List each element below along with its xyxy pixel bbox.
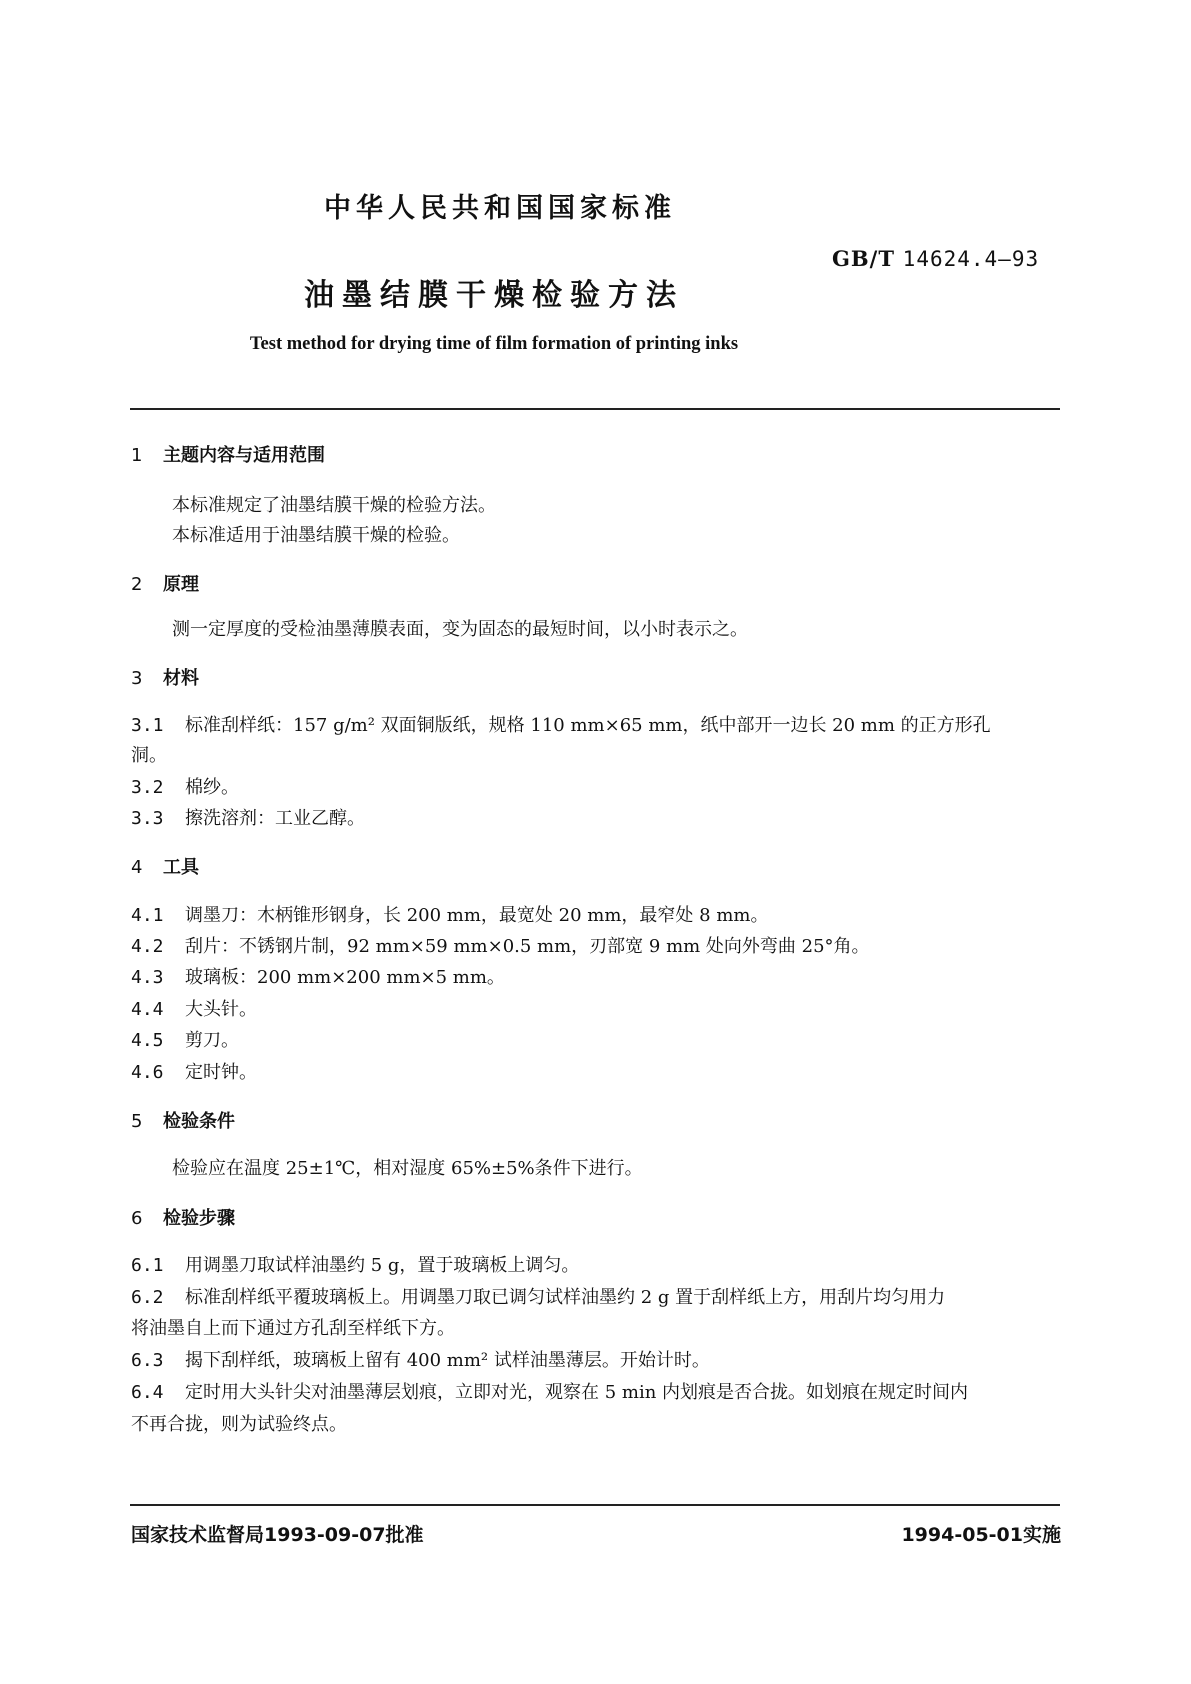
item-4-3: 4.3 玻璃板：200 mm×200 mm×5 mm。 — [131, 967, 505, 988]
standard-organization: 中华人民共和国国家标准 — [324, 193, 676, 224]
section-2-heading: 2 原理 — [131, 574, 199, 595]
standard-code-number: 14624.4—93 — [902, 247, 1040, 271]
item-6-4: 6.4 定时用大头针尖对油墨薄层划痕，立即对光，观察在 5 min 内划痕是否合拢。如划痕在规定时间内 — [131, 1382, 969, 1403]
item-3-1: 3.1 标准刮样纸：157 g/m² 双面铜版纸，规格 110 mm×65 mm，纸中部开一边长 20 mm 的正方形孔 — [131, 715, 991, 736]
document-title: 油墨结膜干燥检验方法 — [304, 278, 684, 313]
standard-code-prefix: GB/T — [832, 246, 895, 271]
item-3-2: 3.2 棉纱。 — [131, 777, 239, 798]
item-3-3: 3.3 擦洗溶剂：工业乙醇。 — [131, 808, 365, 829]
header-divider — [130, 408, 1060, 410]
section-3-heading: 3 材料 — [131, 668, 199, 689]
approval-date: 国家技术监督局1993-09-07批准 — [131, 1524, 424, 1546]
standard-code — [832, 246, 1039, 271]
item-4-1: 4.1 调墨刀：木柄锥形钢身，长 200 mm，最宽处 20 mm，最窄处 8 mm。 — [131, 905, 769, 926]
effective-date: 1994-05-01实施 — [901, 1524, 1061, 1546]
item-6-4-continuation: 不再合拢，则为试验终点。 — [131, 1414, 347, 1435]
item-4-6: 4.6 定时钟。 — [131, 1062, 257, 1083]
section-1-heading: 1 主题内容与适用范围 — [131, 445, 325, 466]
item-4-5: 4.5 剪刀。 — [131, 1030, 239, 1051]
item-6-2-continuation: 将油墨自上而下通过方孔刮至样纸下方。 — [131, 1318, 455, 1339]
item-3-1-continuation: 洞。 — [131, 745, 167, 766]
footer-divider — [130, 1504, 1060, 1506]
section-6-heading: 6 检验步骤 — [131, 1208, 235, 1229]
document-subtitle: Test method for drying time of film formation of printing inks — [249, 334, 739, 354]
item-6-2: 6.2 标准刮样纸平覆玻璃板上。用调墨刀取已调匀试样油墨约 2 g 置于刮样纸上方，用刮片均匀用力 — [131, 1287, 946, 1308]
item-6-1: 6.1 用调墨刀取试样油墨约 5 g，置于玻璃板上调匀。 — [131, 1255, 580, 1276]
section-5-paragraph-1: 检验应在温度 25±1℃，相对湿度 65%±5%条件下进行。 — [172, 1158, 643, 1179]
item-6-3: 6.3 揭下刮样纸，玻璃板上留有 400 mm² 试样油墨薄层。开始计时。 — [131, 1350, 710, 1371]
section-2-paragraph-1: 测一定厚度的受检油墨薄膜表面，变为固态的最短时间，以小时表示之。 — [172, 619, 748, 640]
item-4-4: 4.4 大头针。 — [131, 999, 257, 1020]
section-1-paragraph-1: 本标准规定了油墨结膜干燥的检验方法。 — [172, 495, 496, 516]
section-1-paragraph-2: 本标准适用于油墨结膜干燥的检验。 — [172, 525, 460, 546]
item-4-2: 4.2 刮片：不锈钢片制，92 mm×59 mm×0.5 mm，刃部宽 9 mm 处向外弯曲 25°角。 — [131, 936, 870, 957]
section-4-heading: 4 工具 — [131, 857, 199, 878]
section-5-heading: 5 检验条件 — [131, 1111, 235, 1132]
